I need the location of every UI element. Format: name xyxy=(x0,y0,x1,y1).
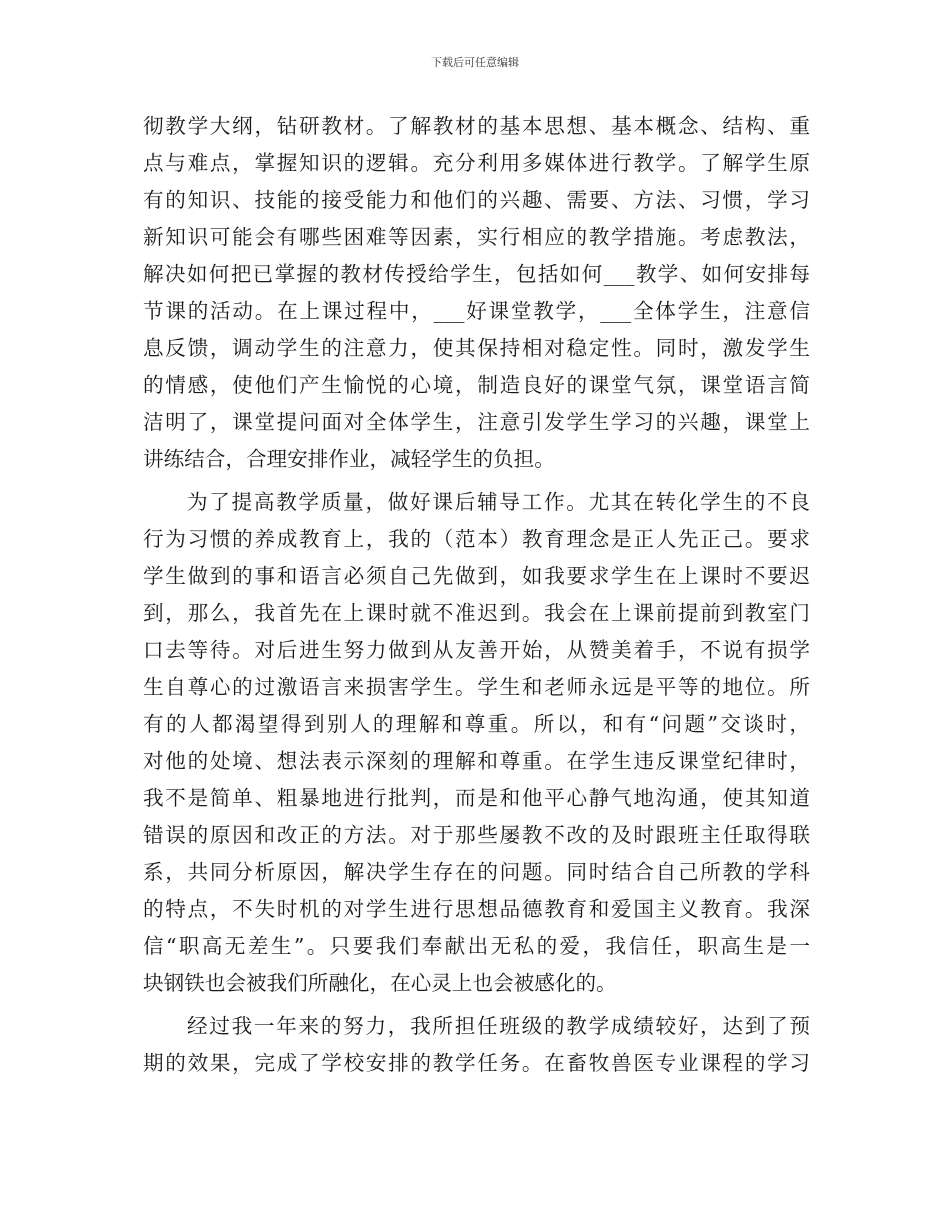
text-line: 有的人都渴望得到别人的理解和尊重。所以，和有“问题”交谈时， xyxy=(143,712,810,736)
text-line: 经过我一年来的努力，我所担任班级的教学成绩较好，达到了预 xyxy=(187,1014,810,1038)
text-line: 为了提高教学质量，做好课后辅导工作。尤其在转化学生的不良 xyxy=(187,490,810,514)
text-line: 的特点，不失时机的对学生进行思想品德教育和爱国主义教育。我深 xyxy=(143,897,810,921)
text-line: 到，那么，我首先在上课时就不准迟到。我会在上课前提前到教室门 xyxy=(143,601,810,625)
text-line: 我不是简单、粗暴地进行批判，而是和他平心静气地沟通，使其知道 xyxy=(143,786,810,810)
text-line: 错误的原因和改正的方法。对于那些屡教不改的及时跟班主任取得联 xyxy=(143,823,810,847)
text-line: 节课的活动。在上课过程中，___好课堂教学，___全体学生，注意信 xyxy=(143,299,810,323)
text-line: 学生做到的事和语言必须自己先做到，如我要求学生在上课时不要迟 xyxy=(143,564,810,588)
text-line: 块钢铁也会被我们所融化，在心灵上也会被感化的。 xyxy=(143,971,617,995)
text-line: 对他的处境、想法表示深刻的理解和尊重。在学生违反课堂纪律时， xyxy=(143,749,810,773)
text-line: 息反馈，调动学生的注意力，使其保持相对稳定性。同时，激发学生 xyxy=(143,336,810,360)
page-header: 下载后可任意编辑 xyxy=(431,56,519,69)
text-line: 行为习惯的养成教育上，我的（范本）教育理念是正人先正己。要求 xyxy=(143,527,810,551)
text-line: 彻教学大纲，钻研教材。了解教材的基本思想、基本概念、结构、重 xyxy=(143,114,810,138)
text-line: 的情感，使他们产生愉悦的心境，制造良好的课堂气氛，课堂语言简 xyxy=(143,373,810,397)
text-line: 洁明了，课堂提问面对全体学生，注意引发学生学习的兴趣，课堂上 xyxy=(143,410,810,434)
paragraph-2 xyxy=(143,484,810,1002)
paragraph-3 xyxy=(143,1008,810,1082)
paragraph-1 xyxy=(143,108,810,478)
text-line: 讲练结合，合理安排作业，减轻学生的负担。 xyxy=(143,447,555,471)
text-line: 信“职高无差生”。只要我们奉献出无私的爱，我信任，职高生是一 xyxy=(143,934,810,958)
text-line: 生自尊心的过激语言来损害学生。学生和老师永远是平等的地位。所 xyxy=(143,675,810,699)
text-line: 有的知识、技能的接受能力和他们的兴趣、需要、方法、习惯，学习 xyxy=(143,188,810,212)
text-line: 新知识可能会有哪些困难等因素，实行相应的教学措施。考虑教法， xyxy=(143,225,810,249)
text-line: 期的效果，完成了学校安排的教学任务。在畜牧兽医专业课程的学习 xyxy=(143,1051,810,1075)
text-line: 系，共同分析原因，解决学生存在的问题。同时结合自己所教的学科 xyxy=(143,860,810,884)
text-line: 口去等待。对后进生努力做到从友善开始，从赞美着手，不说有损学 xyxy=(143,638,810,662)
text-line: 解决如何把已掌握的教材传授给学生，包括如何___教学、如何安排每 xyxy=(143,262,810,286)
document-body xyxy=(143,108,810,1088)
text-line: 点与难点，掌握知识的逻辑。充分利用多媒体进行教学。了解学生原 xyxy=(143,151,810,175)
